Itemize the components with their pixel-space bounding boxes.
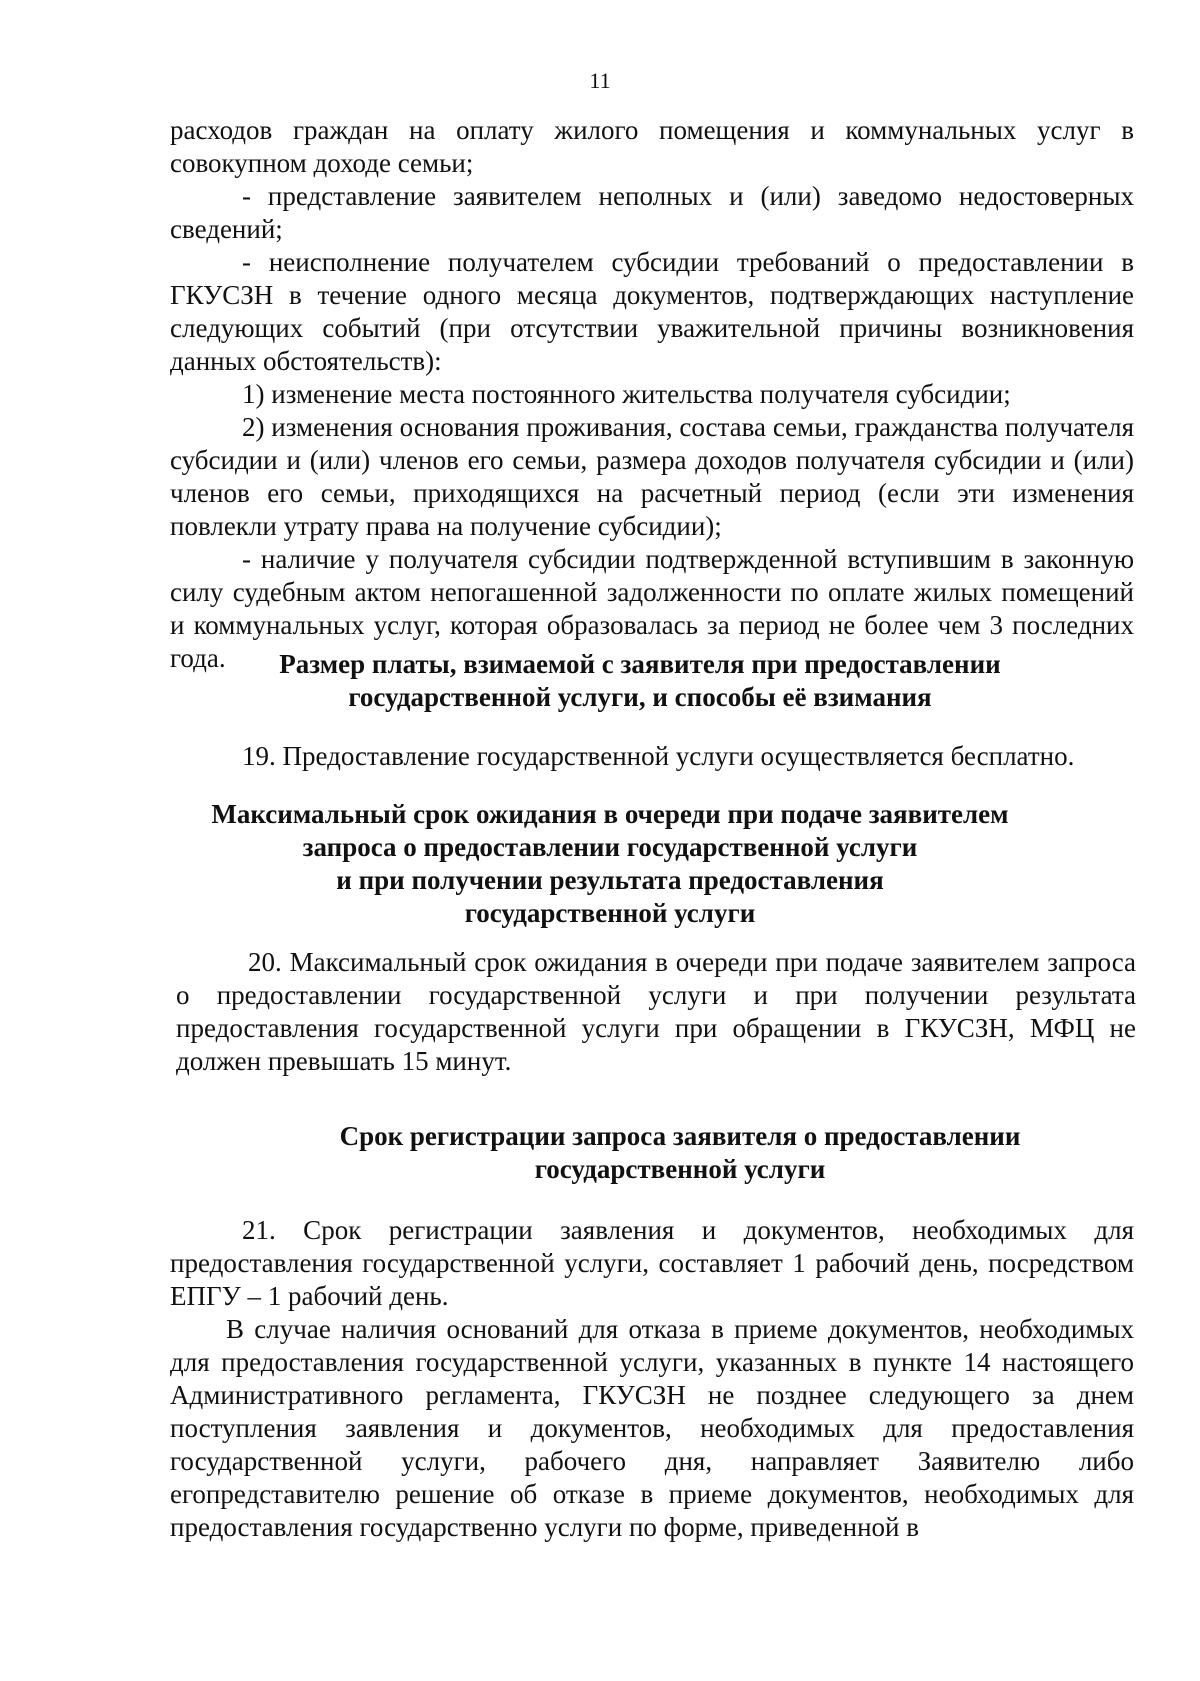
section-heading-registration [200,1120,1160,1186]
paragraph-19: 19. Предоставление государственной услуги осуществляется бесплатно. [242,741,1075,771]
heading-line: государственной услуги [464,898,756,928]
paragraph-21-continued: В случае наличия оснований для отказа в приеме документов, необходимых для предоставления государственной услуги, указанных в пункте 14 настоящего Административного регламента, ГКУСЗН не позднее следующего за днем поступления заявления и документов, необходимых для предоставления государственной услуги, рабочего дня, направляет Заявителю либо егопредставителю решение об отказе в приеме документов, необходимых для предоставления государственно услуги по форме, приведенной в [170,1314,1134,1542]
paragraph-20-block [176,946,1136,1078]
paragraph: - неисполнение получателем субсидии требований о предоставлении в ГКУСЗН в течение одного месяца документов, подтверждающих наступление следующих событий (при отсутствии уважительной причины возникновения данных обстоятельств): [170,247,1134,376]
heading-line: государственной услуги, и способы её взимания [348,682,932,712]
heading-line: государственной услуги [534,1154,826,1184]
paragraph: 2) изменения основания проживания, состава семьи, гражданства получателя субсидии и (или) членов его семьи, размера доходов получателя субсидии и (или) членов его семьи, приходящихся на расчетный период (если эти изменения повлекли утрату права на получение субсидии); [170,412,1134,541]
page-number: 11 [589,68,611,93]
heading-line: Размер платы, взимаемой с заявителя при предоставлении [279,649,1001,679]
heading-line: Срок регистрации запроса заявителя о предоставлении [339,1121,1021,1151]
paragraph: - представление заявителем неполных и (или) заведомо недостоверных сведений; [170,181,1134,244]
text-block-grounds [170,114,1134,675]
paragraph-19-block [170,740,1134,773]
paragraph-20: 20. Максимальный срок ожидания в очереди при подаче заявителем запроса о предоставлении государственной услуги и при получении результата предоставления государственной услуги при обращении в ГКУСЗН, МФЦ не должен превышать 15 минут. [176,947,1136,1076]
paragraph: 1) изменение места постоянного жительства получателя субсидии; [242,379,1011,409]
paragraph-21: 21. Срок регистрации заявления и документов, необходимых для предоставления государственной услуги, составляет 1 рабочий день, посредством ЕПГУ – 1 рабочий день. [170,1215,1134,1311]
heading-line: Максимальный срок ожидания в очереди при подаче заявителем [211,799,1009,829]
heading-line: запроса о предоставлении государственной услуги [302,832,918,862]
section-heading-queue [140,798,1080,930]
paragraph: расходов граждан на оплату жилого помещения и коммунальных услуг в совокупном доходе семьи; [170,115,1134,178]
paragraph-21-block [170,1214,1134,1544]
paragraph: - наличие у получателя субсидии подтвержденной вступившим в законную силу судебным актом непогашенной задолженности по оплате жилых помещений и коммунальных услуг, которая образовалась за период не более чем 3 последних года. [170,544,1134,673]
section-heading-fee [160,648,1120,714]
heading-line: и при получении результата предоставления [336,865,884,895]
